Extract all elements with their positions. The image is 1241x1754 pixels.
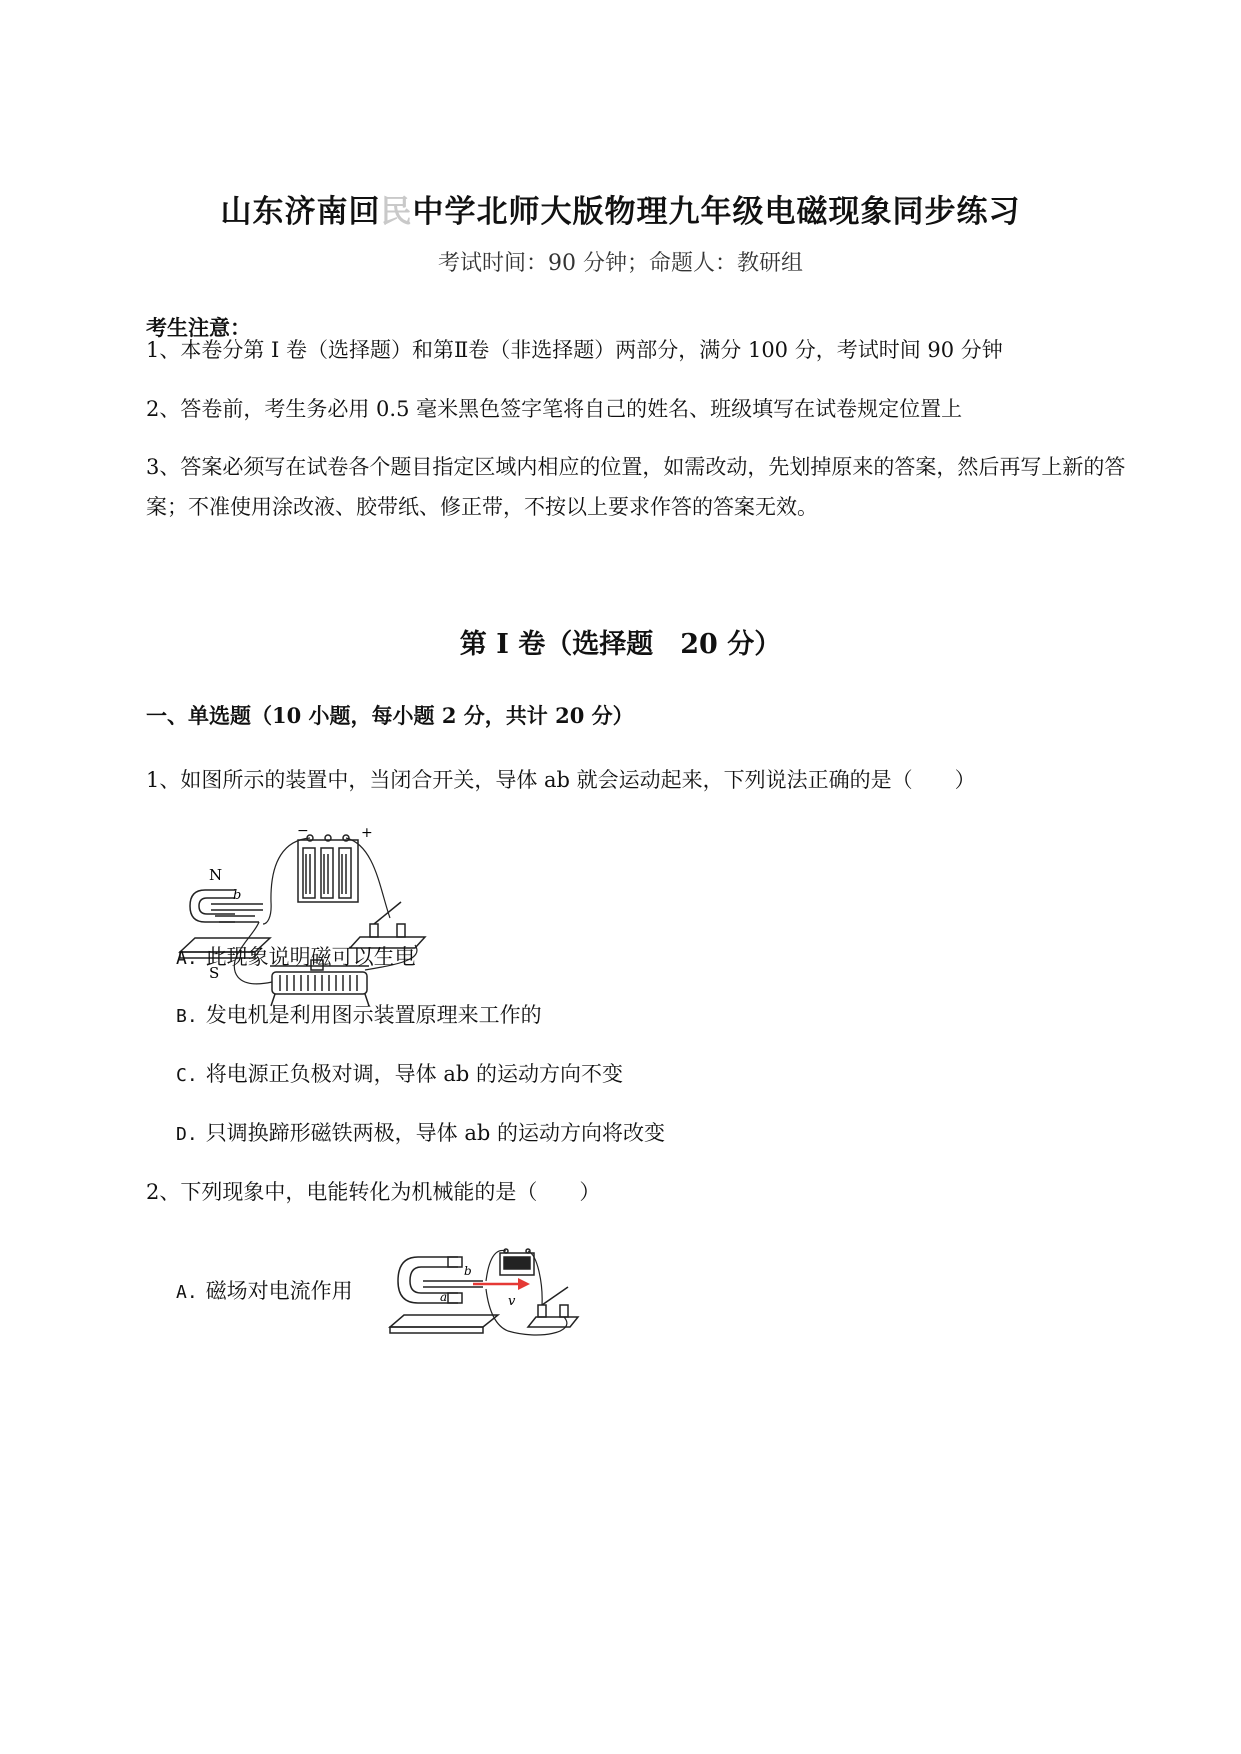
question-1-stem: 1、如图所示的装置中，当闭合开关，导体 ab 就会运动起来，下列说法正确的是（ ） [146, 768, 976, 792]
option-text: 发电机是利用图示装置原理来工作的 [205, 1003, 542, 1027]
south-label: S [209, 964, 220, 982]
option-label: B. [176, 1006, 198, 1027]
battery-icon [500, 1249, 534, 1275]
question-2-option-a[interactable] [176, 1271, 353, 1313]
question-1-option-d[interactable] [176, 1113, 665, 1155]
question-1-option-b[interactable] [176, 995, 542, 1037]
option-text: 将电源正负极对调，导体 ab 的运动方向不变 [205, 1062, 623, 1086]
minus-label: − [297, 823, 309, 839]
option-label: C. [176, 1065, 198, 1086]
option-text: 磁场对电流作用 [205, 1279, 353, 1303]
page-title [0, 186, 1241, 231]
option-label: A. [176, 948, 198, 969]
question-group-heading: 一、单选题（10 小题，每小题 2 分，共计 20 分） [146, 703, 634, 728]
notice-item-1: 1、本卷分第 I 卷（选择题）和第Ⅱ卷（非选择题）两部分，满分 100 分，考试时间 90 分钟 [146, 338, 1003, 362]
b-label: b [233, 888, 242, 903]
b-label: b [464, 1264, 472, 1278]
option-text: 此现象说明磁可以生电 [205, 945, 416, 969]
section-title: 第 I 卷（选择题 20 分） [459, 629, 782, 660]
option-label: D. [176, 1124, 198, 1145]
title-part-1: 山东济南回 [220, 194, 381, 230]
exam-info: 考试时间：90 分钟；命题人：教研组 [438, 251, 803, 276]
question-1-figure [175, 820, 465, 1020]
plus-label: + [361, 825, 373, 841]
switch-icon [528, 1287, 578, 1327]
option-label: A. [176, 1282, 198, 1303]
question-1-option-c[interactable] [176, 1054, 623, 1096]
notice-heading: 考生注意： [146, 315, 251, 340]
question-1-option-a[interactable] [176, 937, 416, 979]
v-label: v [508, 1294, 516, 1309]
question-2-figure [388, 1245, 588, 1345]
force-arrow-icon [473, 1278, 530, 1290]
option-text: 只调换蹄形磁铁两极，导体 ab 的运动方向将改变 [205, 1121, 665, 1145]
title-watermark-char: 民 [380, 194, 413, 230]
notice-item-2: 2、答卷前，考生务必用 0.5 毫米黑色签字笔将自己的姓名、班级填写在试卷规定位置上 [146, 397, 963, 421]
battery-icon [298, 835, 358, 902]
a-label: a [440, 1290, 448, 1304]
north-label: N [209, 866, 223, 884]
question-2-stem: 2、下列现象中，电能转化为机械能的是（ ） [146, 1180, 601, 1204]
title-part-2: 中学北师大版物理九年级电磁现象同步练习 [412, 194, 1021, 230]
notice-item-3: 3、答案必须写在试卷各个题目指定区域内相应的位置，如需改动，先划掉原来的答案，然后再写上新的答案；不准使用涂改液、胶带纸、修正带，不按以上要求作答的答案无效。 [146, 455, 1126, 519]
